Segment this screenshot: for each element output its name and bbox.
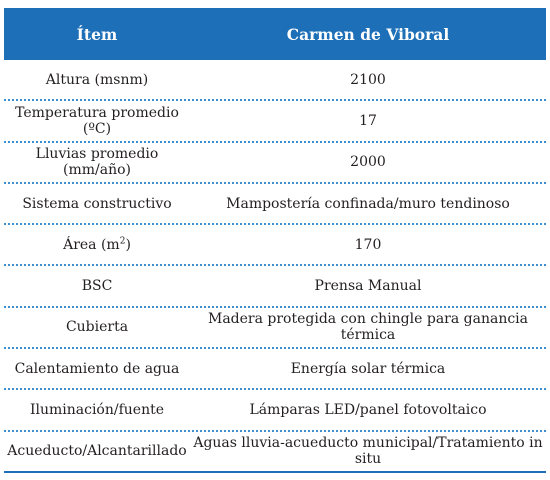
row-item bbox=[4, 237, 190, 253]
row-item: Cubierta bbox=[65, 319, 129, 336]
table-header-row bbox=[4, 8, 546, 60]
row-value: Prensa Manual bbox=[314, 278, 422, 295]
row-item: Calentamiento de agua bbox=[14, 360, 180, 377]
row-value: Mampostería confinada/muro tendinoso bbox=[226, 195, 510, 212]
row-item: Acueducto/Alcantarillado bbox=[7, 443, 187, 460]
table-row bbox=[4, 184, 546, 225]
row-item-superscript: 2 bbox=[119, 236, 126, 247]
specs-table bbox=[4, 8, 546, 473]
row-item: Temperatura promedio (ºC) bbox=[15, 104, 179, 137]
row-item: BSC bbox=[81, 278, 113, 295]
row-value: 2100 bbox=[350, 71, 386, 88]
table-row bbox=[4, 266, 546, 307]
row-item-suffix: ) bbox=[125, 236, 131, 253]
row-item: Sistema constructivo bbox=[22, 195, 172, 212]
table-row bbox=[4, 390, 546, 431]
row-value: Madera protegida con chingle para ganancia térmica bbox=[207, 311, 529, 344]
row-value: 170 bbox=[354, 236, 382, 253]
row-value: Aguas lluvia-acueducto municipal/Tratamiento in situ bbox=[193, 435, 543, 468]
header-item: Ítem bbox=[76, 24, 118, 44]
row-item: Iluminación/fuente bbox=[29, 402, 165, 419]
row-value: Energía solar térmica bbox=[290, 360, 446, 377]
row-item-prefix: Área (m bbox=[63, 236, 120, 253]
table-row bbox=[4, 349, 546, 390]
table-row bbox=[4, 308, 546, 349]
row-item: Lluvias promedio (mm/año) bbox=[35, 146, 159, 179]
table-row bbox=[4, 60, 546, 101]
row-value: 17 bbox=[359, 112, 377, 129]
row-value: Lámparas LED/panel fotovoltaico bbox=[249, 402, 487, 419]
row-item: Altura (msnm) bbox=[45, 71, 149, 88]
row-value: 2000 bbox=[350, 154, 386, 171]
header-location: Carmen de Viboral bbox=[286, 24, 450, 44]
table-row bbox=[4, 432, 546, 473]
table-row bbox=[4, 143, 546, 184]
table-row bbox=[4, 225, 546, 266]
table-row bbox=[4, 101, 546, 142]
